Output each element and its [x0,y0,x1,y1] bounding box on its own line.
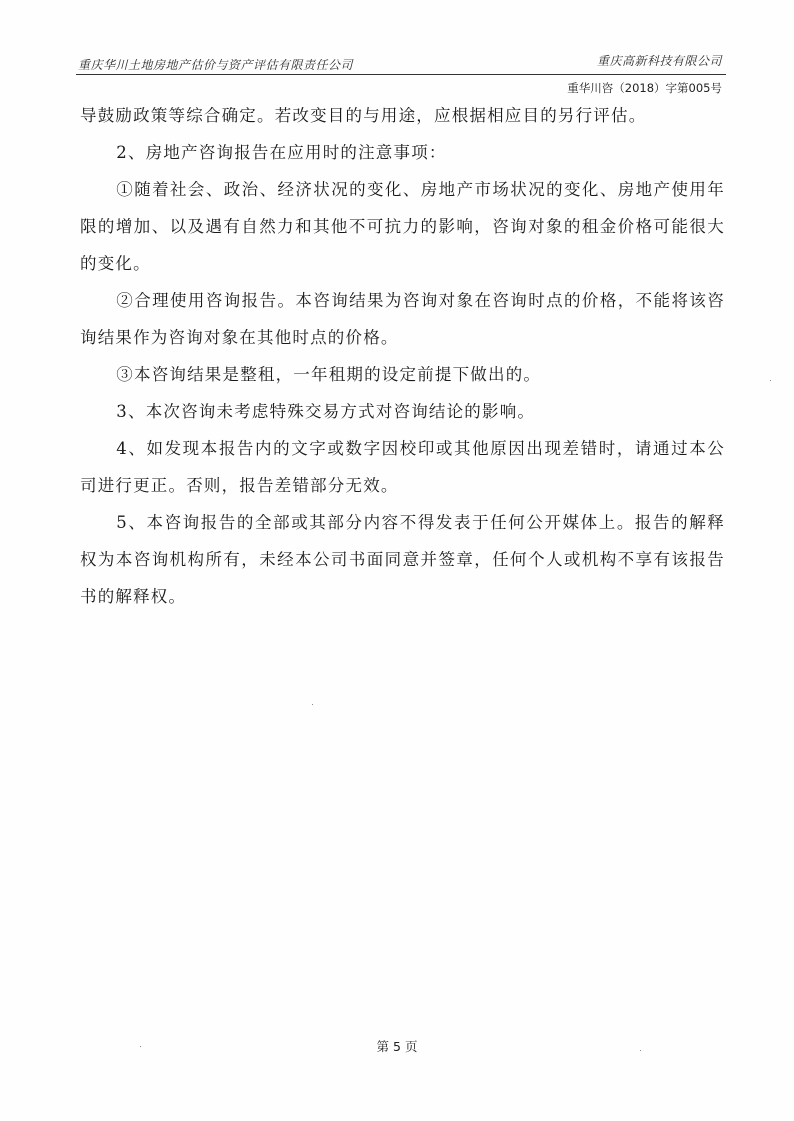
header-right-organization: 重庆高新科技有限公司 [596,54,722,68]
header-left-organization: 重庆华川土地房地产估价与资产评估有限责任公司 [78,58,354,72]
scan-speck [140,1046,141,1047]
paragraph-note-3: ③本咨询结果是整租，一年租期的设定前提下做出的。 [116,365,542,384]
paragraph-continuation: 导鼓励政策等综合确定。若改变目的与用途，应根据相应目的另行评估。 [80,106,647,125]
paragraph-item-3: 3、本次咨询未考虑特殊交易方式对咨询结论的影响。 [116,402,536,421]
paragraph-note-2: ②合理使用咨询报告。本咨询结果为咨询对象在咨询时点的价格，不能将该咨询结果作为咨询对象在其他时点的价格。 [80,291,725,347]
body-content [80,97,725,615]
document-reference-number: 重华川咨（2018）字第005号 [567,81,722,95]
paragraph-item-4: 4、如发现本报告内的文字或数字因校印或其他原因出现差错时，请通过本公司进行更正。否则，报告差错部分无效。 [80,439,725,495]
paragraph-note-1: ①随着社会、政治、经济状况的变化、房地产市场状况的变化、房地产使用年限的增加、以及遇有自然力和其他不可抗力的影响，咨询对象的租金价格可能很大的变化。 [80,180,725,273]
paragraph-item-5: 5、本咨询报告的全部或其部分内容不得发表于任何公开媒体上。报告的解释权为本咨询机构所有，未经本公司书面同意并签章，任何个人或机构不享有该报告书的解释权。 [80,513,725,606]
page-number: 第 5 页 [376,1039,418,1054]
scan-speck [770,380,771,381]
header-divider [76,74,726,75]
scan-speck [312,704,313,705]
scan-speck [640,1050,641,1051]
paragraph-item-2: 2、房地产咨询报告在应用时的注意事项： [116,143,447,162]
